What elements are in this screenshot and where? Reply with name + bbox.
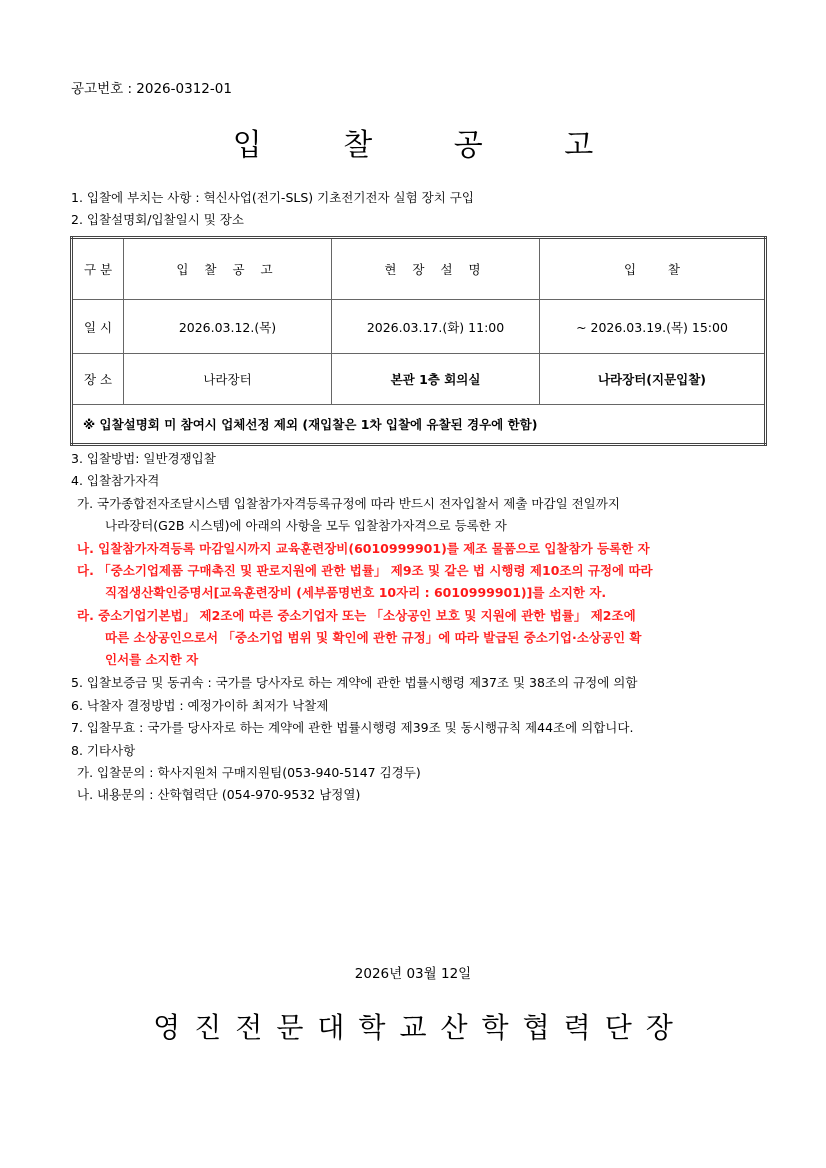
list-item: 7. 입찰무효 : 국가를 당사자로 하는 계약에 관한 법률시행령 제39조 및 동시행규칙 제44조에 의합니다. [71,720,634,735]
list-item: 라. 중소기업기본법」 제2조에 따른 중소기업자 또는 「소상공인 보호 및 지원에 관한 법률」 제2조에 [77,608,636,623]
notice-place: 나라장터 [124,354,332,405]
signer-title: 영진전문대학교산학협력단장 [153,1011,687,1044]
list-item: 나. 입찰참가자격등록 마감일시까지 교육훈련장비(6010999901)를 제조 물품으로 입찰참가 등록한 자 [77,541,650,556]
list-item: 다. 「중소기업제품 구매촉진 및 판로지원에 관한 법률」 제9조 및 같은 법 시행령 제10조의 규정에 따라 [77,563,653,578]
header-briefing: 현 장 설 명 [332,238,540,300]
row-label-place: 장 소 [72,354,124,405]
table-row-note [72,405,766,445]
header-category: 구 분 [72,238,124,300]
list-item: 5. 입찰보증금 및 동귀속 : 국가를 당사자로 하는 계약에 관한 법률시행령 제37조 및 38조의 규정에 의함 [71,675,638,690]
bid-date: ~ 2026.03.19.(목) 15:00 [540,300,766,354]
table-note: ※ 입찰설명회 미 참여시 업체선정 제외 (재입찰은 1차 입찰에 유찰된 경우에 한함) [72,405,766,445]
item-2: 2. 입찰설명회/입찰일시 및 장소 [71,212,244,227]
list-item: 가. 국가종합전자조달시스템 입찰참가자격등록규정에 따라 반드시 전자입찰서 제출 마감일 전일까지 [77,496,620,511]
schedule-table [70,236,767,446]
briefing-place: 본관 1층 회의실 [332,354,540,405]
list-item: 6. 낙찰자 결정방법 : 예정가이하 최저가 낙찰제 [71,698,329,713]
list-item: 가. 입찰문의 : 학사지원처 구매지원팀(053-940-5147 김경두) [77,765,421,780]
page-title: 입 찰 공 고 [232,128,630,163]
list-item: 8. 기타사항 [71,743,136,758]
row-label-date: 일 시 [72,300,124,354]
notice-number: 공고번호 : 2026-0312-01 [71,81,232,97]
table-header-row [72,238,766,300]
list-item: 인서를 소지한 자 [105,652,199,667]
list-item: 직접생산확인증명서[교육훈련장비 (세부품명번호 10자리 : 6010999901)]를 소지한 자. [105,585,607,600]
list-item: 4. 입찰참가자격 [71,473,160,488]
header-bid: 입 찰 [540,238,766,300]
bid-place: 나라장터(지문입찰) [540,354,766,405]
table-row-place [72,354,766,405]
list-item: 3. 입찰방법: 일반경쟁입찰 [71,451,216,466]
list-item: 나라장터(G2B 시스템)에 아래의 사항을 모두 입찰참가자격으로 등록한 자 [105,518,507,533]
notice-date: 2026.03.12.(목) [124,300,332,354]
list-item: 나. 내용문의 : 산학협력단 (054-970-9532 남정열) [77,787,361,802]
item-1: 1. 입찰에 부치는 사항 : 혁신사업(전기-SLS) 기초전기전자 실험 장치 구입 [71,190,474,205]
list-item: 따른 소상공인으로서 「중소기업 범위 및 확인에 관한 규정」에 따라 발급된 중소기업·소상공인 확 [105,630,642,645]
table-row-date [72,300,766,354]
briefing-date: 2026.03.17.(화) 11:00 [332,300,540,354]
header-notice: 입 찰 공 고 [124,238,332,300]
notice-date-footer: 2026년 03월 12일 [354,966,472,982]
